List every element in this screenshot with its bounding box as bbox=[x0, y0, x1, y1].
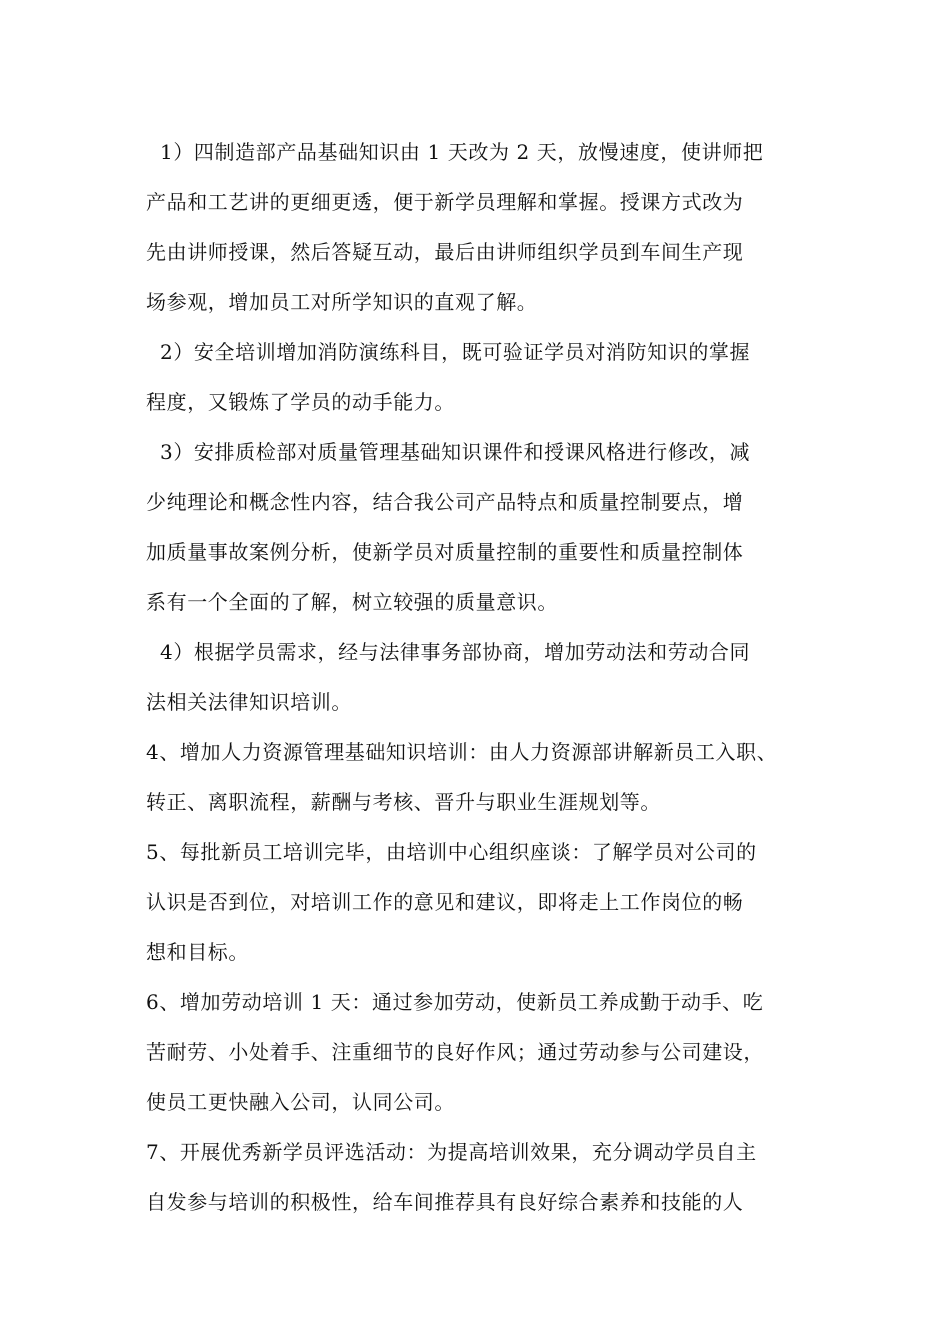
text-line: 认识是否到位，对培训工作的意见和建议，即将走上工作岗位的畅 bbox=[146, 890, 744, 914]
text-line: 加质量事故案例分析，使新学员对质量控制的重要性和质量控制体 bbox=[146, 540, 744, 564]
text-line: 先由讲师授课，然后答疑互动，最后由讲师组织学员到车间生产现 bbox=[146, 240, 744, 264]
text-line: 产品和工艺讲的更细更透，便于新学员理解和掌握。授课方式改为 bbox=[146, 190, 744, 214]
text-line: 程度，又锻炼了学员的动手能力。 bbox=[146, 390, 455, 414]
text-line: 系有一个全面的了解，树立较强的质量意识。 bbox=[146, 590, 558, 614]
text-line: 想和目标。 bbox=[146, 940, 249, 964]
text-line: 转正、离职流程，薪酬与考核、晋升与职业生涯规划等。 bbox=[146, 790, 661, 814]
text-line: 苦耐劳、小处着手、注重细节的良好作风；通过劳动参与公司建设， bbox=[146, 1040, 764, 1064]
text-line: 7、开展优秀新学员评选活动：为提高培训效果，充分调动学员自主 bbox=[146, 1140, 757, 1164]
text-line: 6、增加劳动培训 1 天：通过参加劳动，使新员工养成勤于动手、吃 bbox=[146, 990, 764, 1014]
text-line: 2）安全培训增加消防演练科目，既可验证学员对消防知识的掌握 bbox=[160, 340, 751, 364]
text-line: 3）安排质检部对质量管理基础知识课件和授课风格进行修改，减 bbox=[160, 440, 751, 464]
text-line: 4、增加人力资源管理基础知识培训：由人力资源部讲解新员工入职、 bbox=[146, 740, 778, 764]
text-line: 法相关法律知识培训。 bbox=[146, 690, 352, 714]
text-line: 5、每批新员工培训完毕，由培训中心组织座谈：了解学员对公司的 bbox=[146, 840, 757, 864]
text-line: 1）四制造部产品基础知识由 1 天改为 2 天，放慢速度，使讲师把 bbox=[160, 140, 764, 164]
text-line: 4）根据学员需求，经与法律事务部协商，增加劳动法和劳动合同 bbox=[160, 640, 751, 664]
text-line: 少纯理论和概念性内容，结合我公司产品特点和质量控制要点，增 bbox=[146, 490, 744, 514]
text-line: 使员工更快融入公司，认同公司。 bbox=[146, 1090, 455, 1114]
text-line: 自发参与培训的积极性，给车间推荐具有良好综合素养和技能的人 bbox=[146, 1190, 744, 1214]
text-line: 场参观，增加员工对所学知识的直观了解。 bbox=[146, 290, 538, 314]
